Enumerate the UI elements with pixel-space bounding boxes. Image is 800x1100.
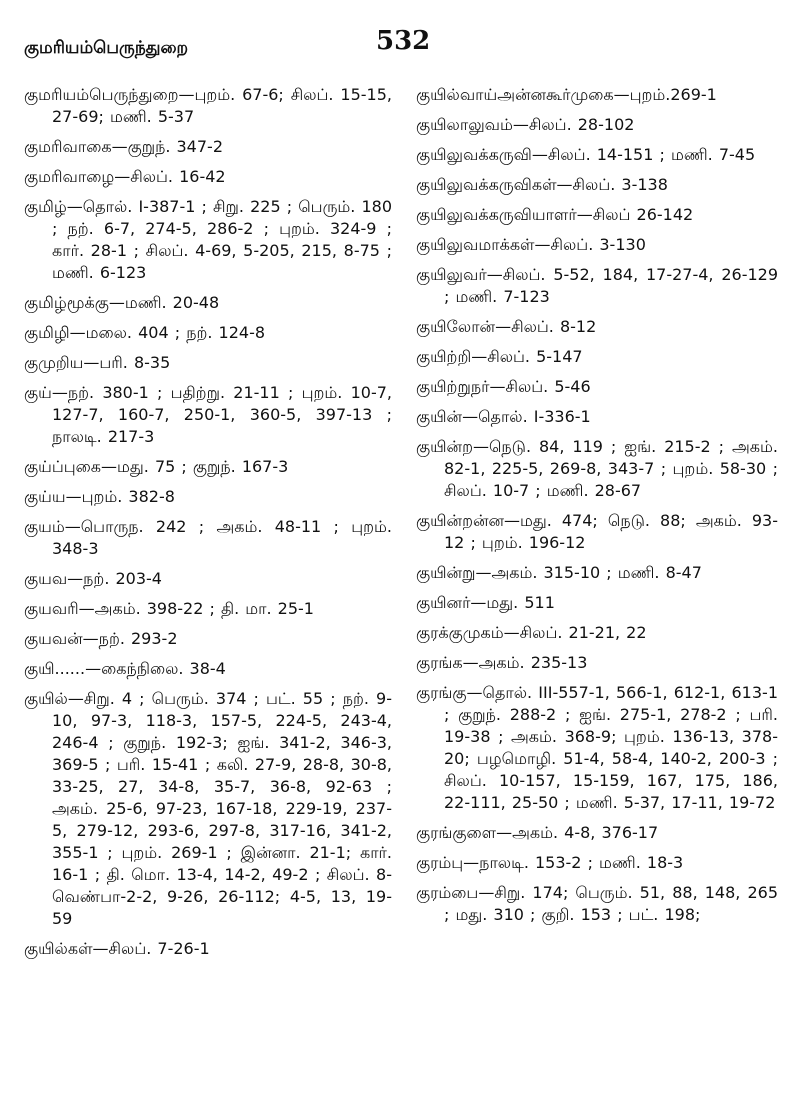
- index-entry: [416, 592, 778, 614]
- entry-references: —புறம்.269-1: [613, 85, 717, 104]
- entry-references: —சிலப் 26-142: [576, 205, 694, 224]
- index-entry: [24, 486, 392, 508]
- index-entry: [24, 688, 392, 930]
- entry-references: —தொல். I-387-1 ; சிறு. 225 ; பெரும். 180 ; நற். 6-7, 274-5, 286-2 ; புறம். 324-9 ; கார். 28-1 ; சிலப். 4-69, 5-205, 215, 8-75 ; மணி. 6-123: [52, 197, 392, 282]
- entry-headword: குயின்: [416, 407, 463, 426]
- entry-references: —மது. 511: [470, 593, 555, 612]
- entry-headword: குமிழ்: [24, 197, 67, 216]
- entry-headword: குயிலாலுவம்: [416, 115, 513, 134]
- index-entry: [416, 114, 778, 136]
- index-entry: [416, 562, 778, 584]
- index-entry: [416, 510, 778, 554]
- index-entry: [24, 628, 392, 650]
- index-entry: [416, 316, 778, 338]
- entry-references: —மணி. 20-48: [108, 293, 220, 312]
- entry-references: —மது. 75 ; குறுந். 167-3: [101, 457, 289, 476]
- index-entry: [416, 652, 778, 674]
- index-entry: [24, 352, 392, 374]
- entry-headword: குயின்று: [416, 563, 476, 582]
- index-entry: [24, 292, 392, 314]
- index-entry: [24, 84, 392, 128]
- index-entry: [416, 84, 778, 106]
- index-entry: [416, 264, 778, 308]
- entry-references: —அகம். 4-8, 376-17: [496, 823, 659, 842]
- entry-headword: குயில்கள்: [24, 939, 93, 958]
- index-entry: [416, 174, 778, 196]
- entry-references: —சிலப். 21-21, 22: [503, 623, 647, 642]
- entry-references: —சிலப். 16-42: [114, 167, 226, 186]
- index-entry: [416, 822, 778, 844]
- index-entry: [416, 144, 778, 166]
- entry-headword: குரங்குளை: [416, 823, 497, 842]
- entry-headword: குயிற்றி: [416, 347, 472, 366]
- entry-headword: குமுறிய: [24, 353, 84, 372]
- entry-references: —சிறு. 174; பெரும். 51, 88, 148, 265 ; மது. 310 ; குறி. 153 ; பட். 198;: [444, 883, 778, 924]
- entry-headword: குரங்க: [416, 653, 463, 672]
- entry-references: —சிலப். 3-130: [534, 235, 646, 254]
- entry-references: —சிலப். 5-147: [471, 347, 583, 366]
- index-entry: [416, 234, 778, 256]
- index-entry: [416, 204, 778, 226]
- entry-headword: குரங்கு: [416, 683, 467, 702]
- entry-references: —நெடு. 84, 119 ; ஐங். 215-2 ; அகம். 82-1, 225-5, 269-8, 343-7 ; புறம். 58-30 ; சிலப். 10-7 ; மணி. 28-67: [444, 437, 778, 500]
- entry-references: —சிலப். 28-102: [512, 115, 635, 134]
- entry-references: —அகம். 235-13: [462, 653, 588, 672]
- index-entry: [416, 436, 778, 502]
- entry-references: —குறுந். 347-2: [111, 137, 223, 156]
- right-column: [416, 84, 778, 934]
- entry-references: —கைந்நிலை. 38-4: [85, 659, 226, 678]
- entry-headword: குமரிவாழை: [24, 167, 115, 186]
- entry-headword: குரம்பை: [416, 883, 479, 902]
- entry-headword: குயினர்: [416, 593, 471, 612]
- left-column: [24, 84, 392, 968]
- entry-references: —தொல். III-557-1, 566-1, 612-1, 613-1 ; குறுந். 288-2 ; ஐங். 275-1, 278-2 ; பரி. 19-38 ; அகம். 368-9; புறம். 136-13, 378-20; பழமொழி. 51-4, 58-4, 140-2, 200-3 ; சிலப். 10-157, 15-159, 167, 175, 186, 22-111, 25-50 ; மணி. 5-37, 17-11, 19-72: [444, 683, 778, 812]
- page-number: 532: [376, 26, 431, 56]
- entry-headword: குய்: [24, 383, 52, 402]
- entry-headword: குயிலோன்: [416, 317, 496, 336]
- entry-headword: குமரிவாகை: [24, 137, 112, 156]
- entry-references: —புறம். 67-6; சிலப். 15-15, 27-69; மணி. 5-37: [52, 85, 392, 126]
- entry-references: —சிலப். 7-26-1: [92, 939, 210, 958]
- entry-headword: குயவரி: [24, 599, 79, 618]
- index-entry: [24, 516, 392, 560]
- index-entry: [24, 382, 392, 448]
- index-entry: [24, 598, 392, 620]
- entry-references: —நற். 203-4: [67, 569, 162, 588]
- entry-headword: குயின்றன்ன: [416, 511, 504, 530]
- index-entry: [24, 658, 392, 680]
- entry-headword: குரக்குமுகம்: [416, 623, 504, 642]
- entry-references: —மலை. 404 ; நற். 124-8: [69, 323, 266, 342]
- entry-headword: குயிலுவக்கருவி: [416, 145, 532, 164]
- entry-headword: குய்ப்புகை: [24, 457, 102, 476]
- entry-references: —நற். 293-2: [82, 629, 178, 648]
- index-entry: [24, 166, 392, 188]
- entry-headword: குயிலுவர்: [416, 265, 487, 284]
- entry-references: —சிலப். 8-12: [495, 317, 597, 336]
- entry-headword: குயில்வாய்அன்னகூர்முகை: [416, 85, 614, 104]
- entry-references: —சிலப். 14-151 ; மணி. 7-45: [531, 145, 756, 164]
- entry-references: —பொருந. 242 ; அகம். 48-11 ; புறம். 348-3: [52, 517, 392, 558]
- entry-headword: குயிலுவக்கருவிகள்: [416, 175, 557, 194]
- entry-references: —நற். 380-1 ; பதிற்று. 21-11 ; புறம். 10-7, 127-7, 160-7, 250-1, 360-5, 397-13 ; நாலடி. 217-3: [51, 383, 392, 446]
- index-entry: [416, 376, 778, 398]
- index-entry: [24, 568, 392, 590]
- entry-references: —மது. 474; நெடு. 88; அகம். 93-12 ; புறம். 196-12: [444, 511, 778, 552]
- entry-references: —அகம். 398-22 ; தி. மா. 25-1: [78, 599, 314, 618]
- index-entry: [24, 456, 392, 478]
- entry-headword: குயி......: [24, 659, 86, 678]
- entry-references: —சிலப். 3-138: [556, 175, 668, 194]
- entry-references: —சிலப். 5-52, 184, 17-27-4, 26-129 ; மணி. 7-123: [444, 265, 778, 306]
- index-entry: [24, 938, 392, 960]
- entry-references: —சிலப். 5-46: [489, 377, 591, 396]
- entry-references: —பரி. 8-35: [83, 353, 171, 372]
- index-entry: [416, 882, 778, 926]
- entry-references: —அகம். 315-10 ; மணி. 8-47: [475, 563, 702, 582]
- entry-headword: குயவ: [24, 569, 68, 588]
- entry-headword: குமரியம்பெருந்துறை: [24, 85, 179, 104]
- entry-headword: குயிலுவமாக்கள்: [416, 235, 535, 254]
- entry-references: —சிறு. 4 ; பெரும். 374 ; பட். 55 ; நற். 9-10, 97-3, 118-3, 157-5, 224-5, 243-4, 246-4 ; குறுந். 192-3; ஐங். 341-2, 346-3, 369-5 ; பரி. 15-41 ; கலி. 27-9, 28-8, 30-8, 33-25, 27, 34-8, 35-7, 36-8, 92-63 ; அகம். 25-6, 97-23, 167-18, 229-19, 237-5, 279-12, 293-6, 297-8, 317-16, 341-2, 355-1 ; புறம். 269-1 ; இன்னா. 21-1; கார். 16-1 ; தி. மொ. 13-4, 14-2, 49-2 ; சிலப். 8-வெண்பா-2-2, 9-26, 26-112; 4-5, 13, 19-59: [52, 689, 392, 928]
- entry-headword: குய்ய: [24, 487, 66, 506]
- index-entry: [24, 136, 392, 158]
- index-entry: [24, 196, 392, 284]
- index-entry: [24, 322, 392, 344]
- index-entry: [416, 346, 778, 368]
- index-entry: [416, 622, 778, 644]
- entry-headword: குயவன்: [24, 629, 83, 648]
- entry-headword: குமிழி: [24, 323, 70, 342]
- entry-references: —நாலடி. 153-2 ; மணி. 18-3: [463, 853, 684, 872]
- running-head: குமரியம்பெருந்துறை: [24, 38, 189, 58]
- entry-references: —புறம். 382-8: [65, 487, 175, 506]
- index-entry: [416, 852, 778, 874]
- entry-headword: குயிலுவக்கருவியாளர்: [416, 205, 577, 224]
- entry-headword: குயம்: [24, 517, 65, 536]
- entry-headword: குயில்: [24, 689, 68, 708]
- entry-headword: குரம்பு: [416, 853, 464, 872]
- index-entry: [416, 406, 778, 428]
- entry-headword: குமிழ்மூக்கு: [24, 293, 109, 312]
- entry-references: —தொல். I-336-1: [462, 407, 591, 426]
- entry-headword: குயிற்றுநர்: [416, 377, 490, 396]
- entry-headword: குயின்ற: [416, 437, 473, 456]
- index-entry: [416, 682, 778, 814]
